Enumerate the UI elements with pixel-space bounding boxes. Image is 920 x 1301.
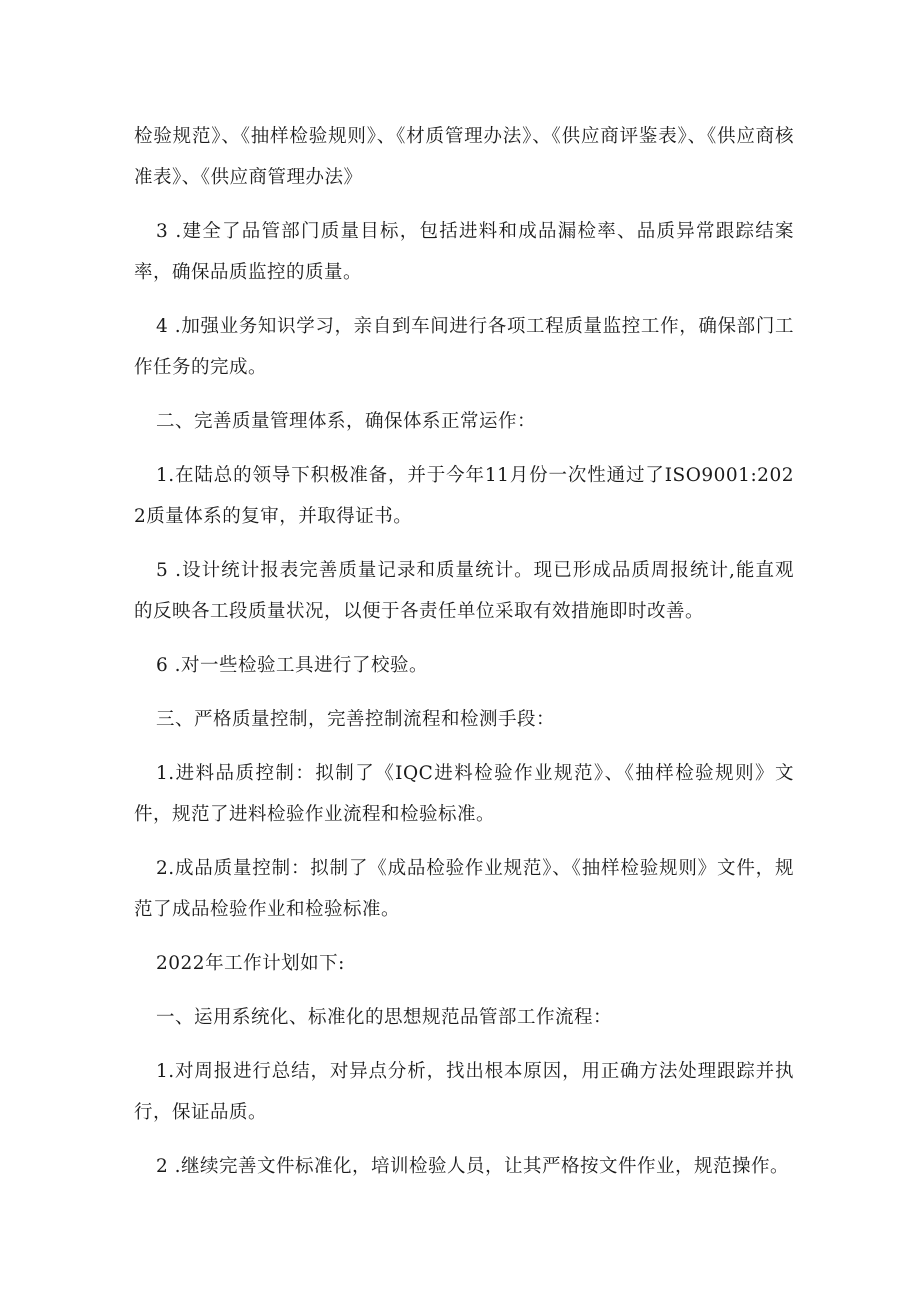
paragraph-13: 1.对周报进行总结，对异点分析，找出根本原因，用正确方法处理跟踪并执行，保证品质。: [134, 1061, 794, 1123]
paragraph-6: 5 .设计统计报表完善质量记录和质量统计。现已形成品质周报统计,能直观的反映各工段质量状况，以便于各责任单位采取有效措施即时改善。: [134, 560, 794, 622]
document-body: [134, 116, 794, 1200]
paragraph-9: 1.进料品质控制：拟制了《IQC进料检验作业规范》、《抽样检验规则》文件，规范了进料检验作业流程和检验标准。: [134, 763, 794, 825]
paragraph-2: 3 .建全了品管部门质量目标，包括进料和成品漏检率、品质异常跟踪结案率，确保品质监控的质量。: [134, 221, 794, 283]
paragraph-10: 2.成品质量控制：拟制了《成品检验作业规范》、《抽样检验规则》文件，规范了成品检验作业和检验标准。: [134, 858, 794, 920]
paragraph-1: 检验规范》、《抽样检验规则》、《材质管理办法》、《供应商评鉴表》、《供应商核准表》、《供应商管理办法》: [134, 126, 794, 188]
paragraph-7: 6 .对一些检验工具进行了校验。: [156, 655, 429, 676]
paragraph-14: 2 .继续完善文件标准化，培训检验人员，让其严格按文件作业，规范操作。: [156, 1156, 790, 1177]
plan-heading: 2022年工作计划如下:: [156, 953, 345, 974]
paragraph-3: 4 .加强业务知识学习，亲自到车间进行各项工程质量监控工作，确保部门工作任务的完成。: [134, 316, 794, 378]
paragraph-5: 1.在陆总的领导下积极准备，并于今年11月份一次性通过了ISO9001:2022质量体系的复审，并取得证书。: [134, 465, 794, 527]
section-heading-2: 二、完善质量管理体系，确保体系正常运作：: [156, 411, 537, 432]
section-heading-3: 三、严格质量控制，完善控制流程和检测手段：: [156, 709, 556, 730]
plan-section-heading-1: 一、运用系统化、标准化的思想规范品管部工作流程：: [156, 1007, 613, 1028]
